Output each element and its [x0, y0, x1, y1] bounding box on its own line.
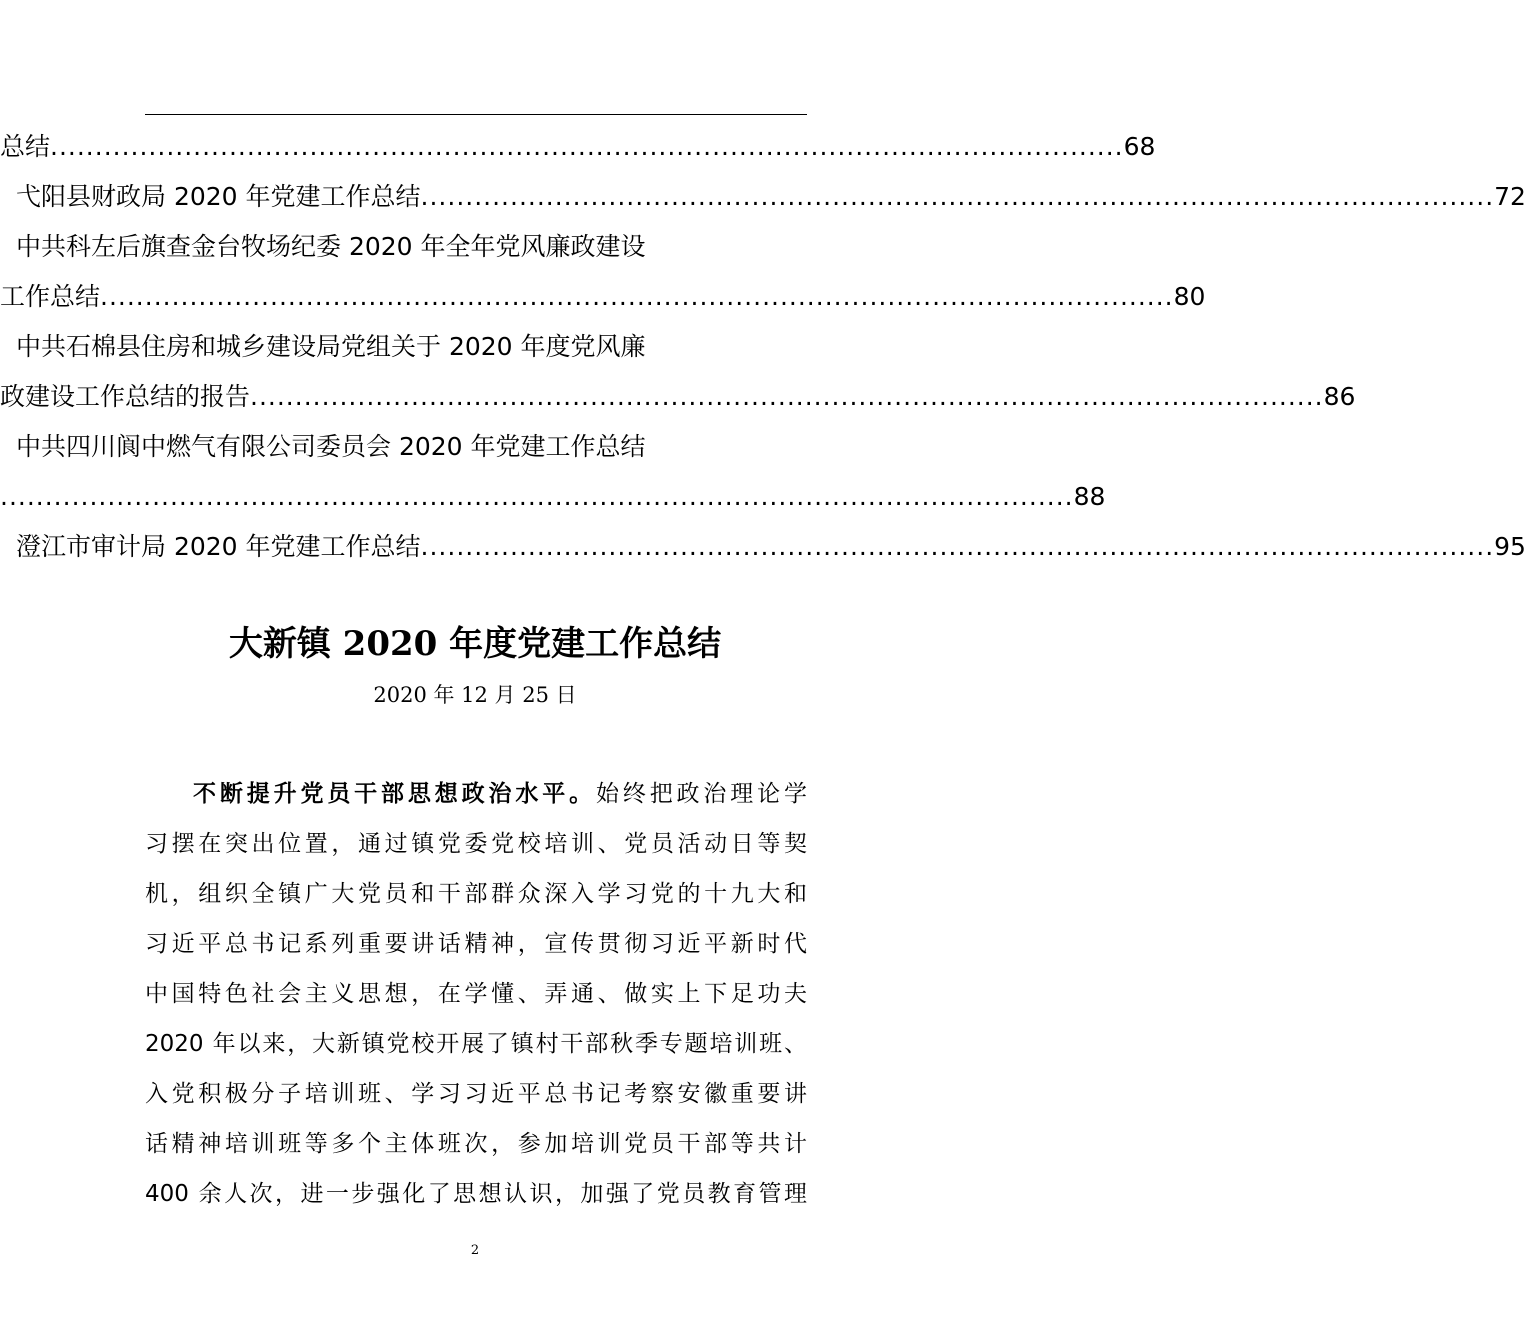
- toc-entry[interactable]: [0, 427, 662, 467]
- body-text: 始终把政治理论学: [595, 781, 808, 807]
- toc-page-number: 86: [1323, 382, 1356, 411]
- toc-entry[interactable]: [0, 327, 662, 367]
- toc-entry-title: 澄江市审计局 2020 年党建工作总结: [16, 532, 421, 561]
- toc-page-number: 68: [1123, 132, 1156, 161]
- toc-entry[interactable]: [0, 527, 1526, 567]
- body-line: [145, 773, 807, 815]
- toc-entry[interactable]: [0, 127, 1156, 167]
- body-line: 2020 年以来，大新镇党校开展了镇村干部秋季专题培训班、: [145, 1031, 807, 1057]
- toc-entry-continued[interactable]: [0, 277, 1206, 317]
- toc-page-number: 88: [1073, 482, 1106, 511]
- toc-leader-dots: ........................................................................................................................: [100, 282, 1174, 311]
- toc-entry-title: 弋阳县财政局 2020 年党建工作总结: [16, 182, 421, 211]
- toc-entry-title: 工作总结: [0, 282, 101, 311]
- body-line: 机，组织全镇广大党员和干部群众深入学习党的十九大和: [145, 881, 807, 907]
- toc-entry-title: 中共科左后旗查金台牧场纪委 2020 年全年党风廉政建设: [16, 232, 646, 261]
- toc-leader-dots: ........................................................................................................................: [0, 482, 1074, 511]
- body-line: 400 余人次，进一步强化了思想认识，加强了党员教育管理: [145, 1181, 807, 1207]
- article-date: 2020 年 12 月 25 日: [373, 683, 577, 707]
- toc-entry[interactable]: [0, 177, 1526, 217]
- toc-page-number: 72: [1494, 182, 1526, 211]
- page-number: 2: [470, 1243, 480, 1258]
- toc-entry-title: 中共四川阆中燃气有限公司委员会 2020 年党建工作总结: [16, 432, 646, 461]
- toc-entry-continued[interactable]: [0, 477, 1106, 517]
- toc-leader-dots: ........................................................................................................................: [420, 182, 1495, 211]
- toc-page-number: 80: [1173, 282, 1206, 311]
- body-line: 习近平总书记系列重要讲话精神，宣传贯彻习近平新时代: [145, 931, 807, 957]
- article-title: 大新镇 2020 年度党建工作总结: [228, 624, 722, 664]
- toc-entry-title: 中共石棉县住房和城乡建设局党组关于 2020 年度党风廉: [16, 332, 646, 361]
- body-line: 入党积极分子培训班、学习习近平总书记考察安徽重要讲: [145, 1081, 807, 1107]
- header-rule: [145, 114, 807, 115]
- toc-entry-title: 总结: [0, 132, 51, 161]
- toc-page-number: 95: [1494, 532, 1526, 561]
- toc-entry-title: 政建设工作总结的报告: [0, 382, 251, 411]
- toc-leader-dots: ........................................................................................................................: [420, 532, 1495, 561]
- toc-entry[interactable]: [0, 227, 662, 267]
- toc-entry-continued[interactable]: [0, 377, 1356, 417]
- toc-leader-dots: ........................................................................................................................: [50, 132, 1124, 161]
- body-line: 习摆在突出位置，通过镇党委党校培训、党员活动日等契: [145, 831, 807, 857]
- lead-sentence: 不断提升党员干部思想政治水平。: [193, 781, 596, 807]
- body-line: 中国特色社会主义思想，在学懂、弄通、做实上下足功夫: [145, 981, 807, 1007]
- toc-leader-dots: ........................................................................................................................: [250, 382, 1324, 411]
- body-line: 话精神培训班等多个主体班次，参加培训党员干部等共计: [145, 1131, 807, 1157]
